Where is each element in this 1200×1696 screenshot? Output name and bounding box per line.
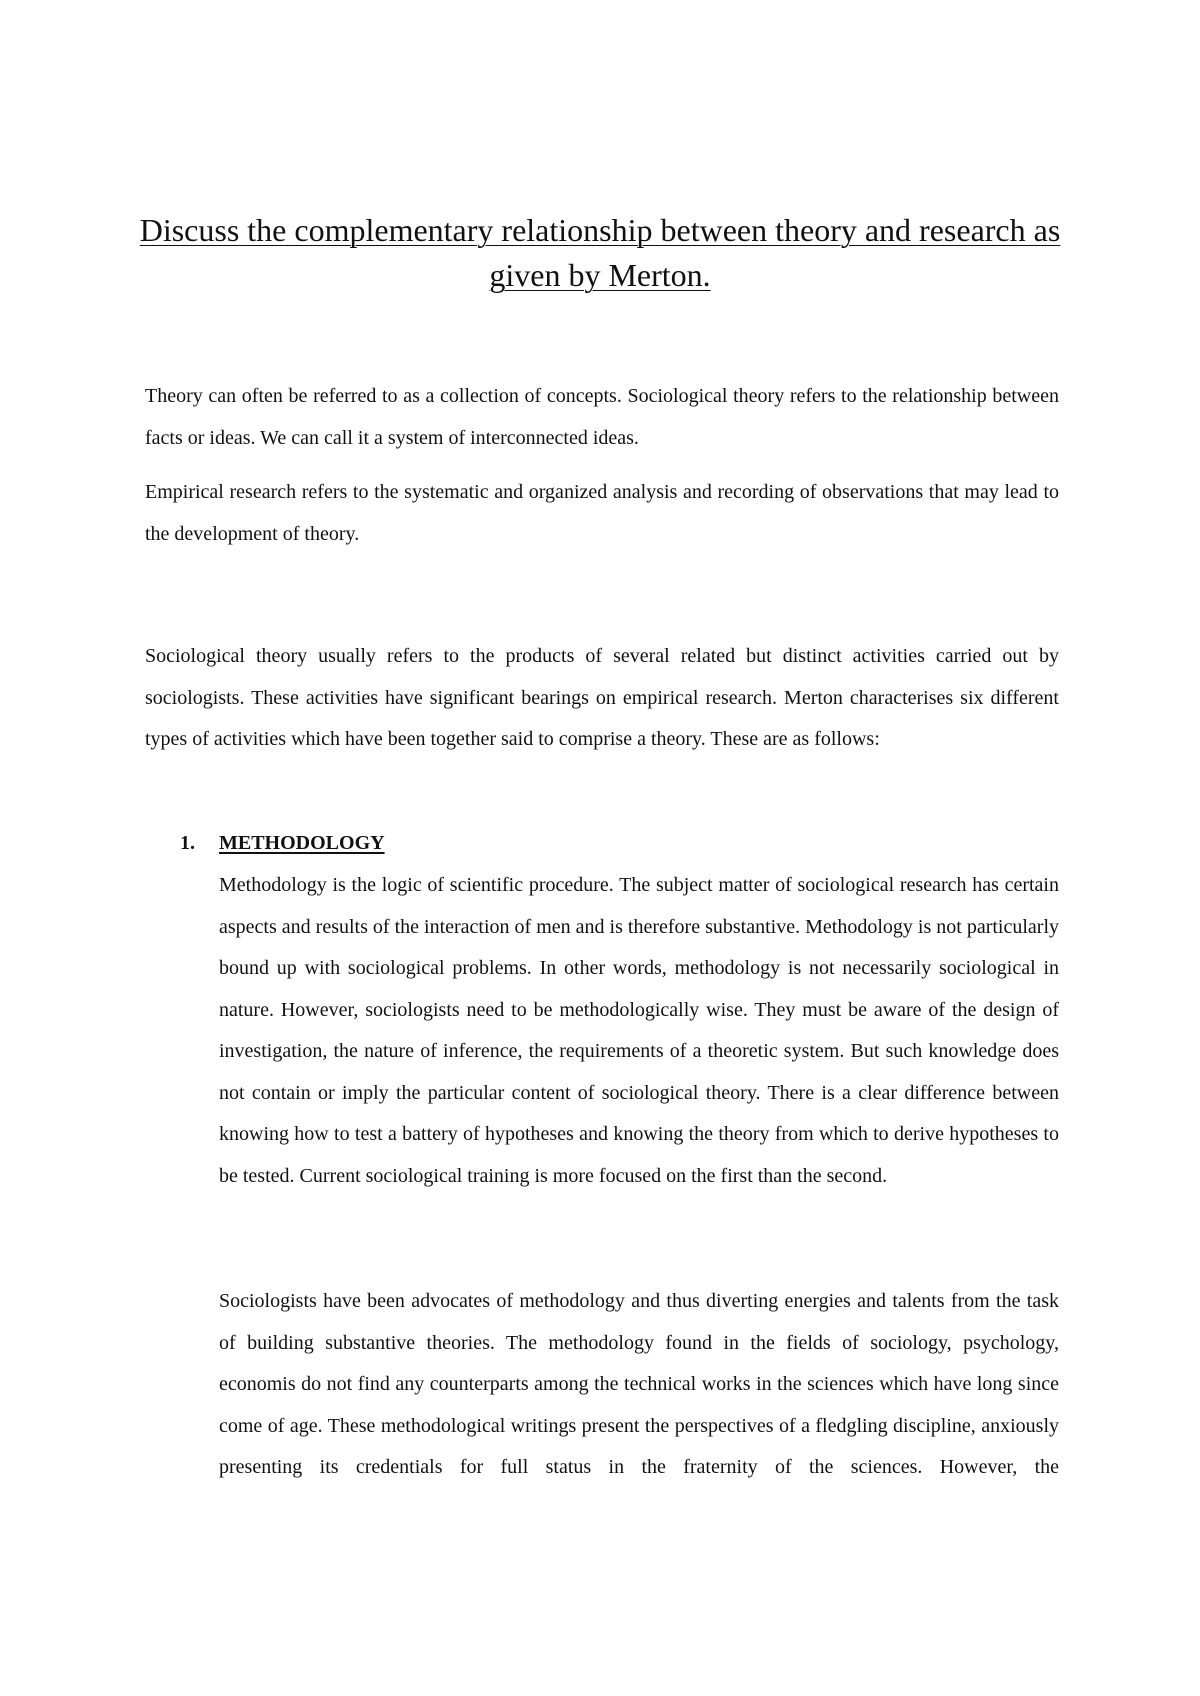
- list-item-heading-methodology: METHODOLOGY: [219, 832, 385, 854]
- list-item-number: 1.: [180, 832, 195, 854]
- intro-paragraph-activities: Sociological theory usually refers to the products of several related but distinct activities carried out by sociologists. These activities have significant bearings on empirical research. Merton characterises six different types of activities which have been together said to comprise a theory. These are as follows:: [145, 645, 1059, 750]
- methodology-paragraph-2: Sociologists have been advocates of methodology and thus diverting energies and talents from the task of building substantive theories. The methodology found in the fields of sociology, psychology, economis do not find any counterparts among the technical works in the sciences which have long since come of age. These methodological writings present the perspectives of a fledgling discipline, anxiously presenting its credentials for full status in the fraternity of the sciences. However, the: [219, 1290, 1059, 1478]
- intro-paragraph-empirical-research: Empirical research refers to the systematic and organized analysis and recording of observations that may lead to the development of theory.: [145, 481, 1059, 545]
- intro-paragraph-theory: Theory can often be referred to as a collection of concepts. Sociological theory refers to the relationship between facts or ideas. We can call it a system of interconnected ideas.: [145, 385, 1059, 449]
- methodology-paragraph-1: Methodology is the logic of scientific procedure. The subject matter of sociological research has certain aspects and results of the interaction of men and is therefore substantive. Methodology is not particularly bound up with sociological problems. In other words, methodology is not necessarily sociological in nature. However, sociologists need to be methodologically wise. They must be aware of the design of investigation, the nature of inference, the requirements of a theoretic system. But such knowledge does not contain or imply the particular content of sociological theory. There is a clear difference between knowing how to test a battery of hypotheses and knowing the theory from which to derive hypotheses to be tested. Current sociological training is more focused on the first than the second.: [219, 874, 1059, 1187]
- document-title: Discuss the complementary relationship between theory and research as given by Merton.: [139, 212, 1061, 293]
